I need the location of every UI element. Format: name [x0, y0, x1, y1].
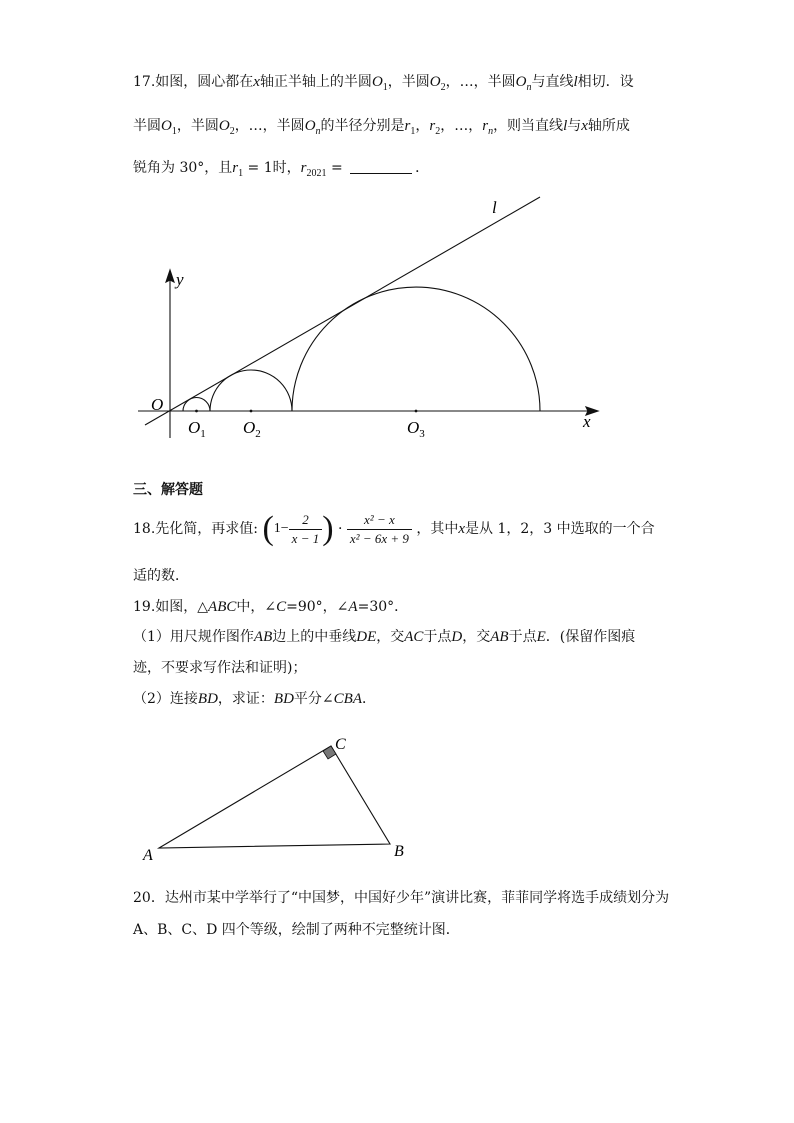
label-a: A: [143, 847, 153, 864]
q20-line1: 20．达州市某中学举行了“中国梦，中国好少年”演讲比赛，菲菲同学将选手成绩划分为: [133, 890, 670, 906]
q18-line2: 适的数．: [133, 568, 189, 584]
label-b: B: [394, 843, 404, 860]
semicircle-figure: [0, 0, 794, 460]
semicircle-o1: [183, 398, 210, 412]
center-o2: [250, 410, 253, 413]
label-y: y: [176, 270, 184, 289]
label-x: x: [583, 412, 591, 431]
q17-line3: 锐角为 30°，且$r_1 = 1$时，$r_{2021}$ = ．: [133, 160, 430, 179]
label-origin: O: [151, 395, 164, 414]
fraction-2: $\frac{\text{x² − x}}{\text{x² − 6x + 9}}$: [347, 511, 412, 548]
label-l: l: [492, 198, 497, 217]
center-o3: [415, 410, 418, 413]
q19-part1-line1: （1）用尺规作图作AB边上的中垂线DE，交AC于点D，交AB于点E．(保留作图痕: [133, 629, 636, 645]
fraction-1: $\frac{2}{x - 1}$: [289, 511, 323, 548]
q19-part2: （2）连接BD，求证：BD平分∠CBA．: [133, 691, 376, 707]
label-o3: $O_3$: [407, 418, 425, 440]
q19-part1-line2: 迹，不要求写作法和证明)；: [133, 660, 307, 676]
triangle-figure: [0, 730, 794, 870]
q19-line1: 19.如图，△ABC中，∠C=90°，∠A=30°．: [133, 599, 409, 615]
q17-line1: 17.如图，圆心都在x轴正半轴上的半圆$O_1$，半圆$O_2$，…，半圆$O_n$与直线l相切．设: [133, 74, 634, 93]
semicircle-o2: [210, 370, 292, 411]
semicircle-o3: [292, 287, 540, 411]
q17-line2: 半圆$O_1$，半圆$O_2$，…，半圆$O_n$的半径分别是$r_1$，$r_2$，…，$r_n$，则当直线l与x轴所成: [133, 118, 630, 137]
label-o2: $O_2$: [243, 418, 261, 440]
q20-line2: A、B、C、D 四个等级，绘制了两种不完整统计图．: [133, 922, 460, 938]
center-o1: [195, 410, 198, 413]
triangle-abc: [159, 746, 390, 848]
y-axis-arrow: [166, 270, 174, 282]
label-c: C: [335, 736, 346, 753]
section-heading: 三、解答题: [133, 482, 203, 498]
q18-line1: 18.先化简，再求值: (1− $\frac{2}{x - 1}$ ) · $\frac{\text{x² − x}}{\text{x² − 6x + 9}}$ ，其中x是从 1，2，3 中选取的一个合: [133, 510, 655, 547]
label-o1: $O_1$: [188, 418, 206, 440]
